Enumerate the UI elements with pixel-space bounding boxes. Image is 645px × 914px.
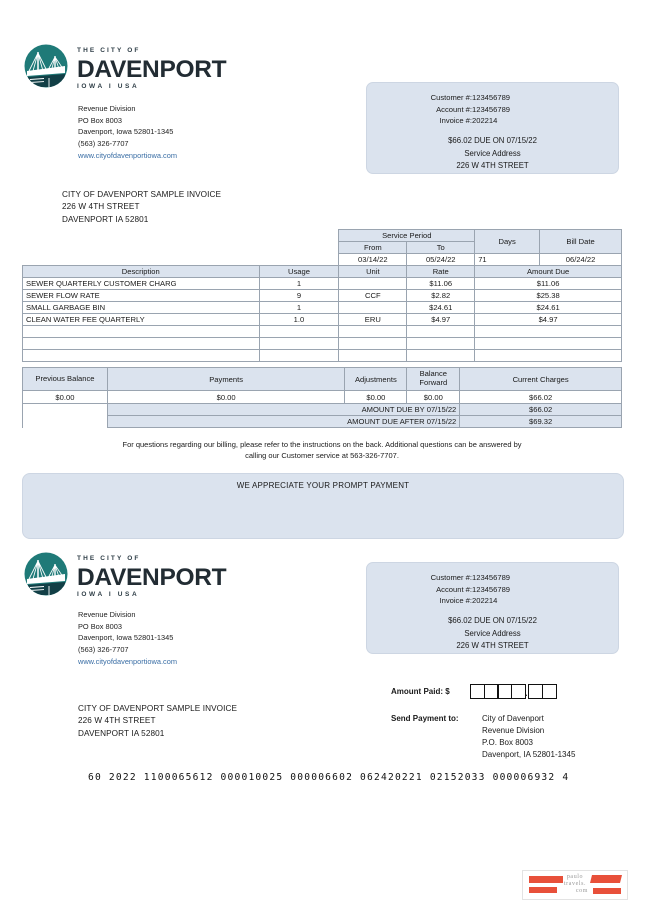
watermark-line-2: travels. xyxy=(563,881,587,887)
brand-kicker: THE CITY OF xyxy=(77,47,141,54)
charge-usage: 1.0 xyxy=(259,314,339,326)
invoice-number-label: Invoice #: xyxy=(439,116,472,126)
service-address-value-top: 226 W 4TH STREET xyxy=(456,161,529,171)
service-address-label-stub: Service Address xyxy=(464,628,521,638)
sender-website-link-stub[interactable]: www.cityofdavenportiowa.com xyxy=(78,656,177,666)
previous-balance-value: $0.00 xyxy=(23,391,108,404)
account-identifiers-top xyxy=(380,92,510,127)
account-number-label: Account #: xyxy=(436,104,472,114)
watermark-line-1: paulo xyxy=(566,874,584,880)
davenport-bridge-icon xyxy=(24,44,68,88)
sender-line-3: Davenport, Iowa 52801-1345 xyxy=(78,127,174,137)
brand-kicker-stub: THE CITY OF xyxy=(77,555,141,562)
charge-amount: $11.06 xyxy=(475,278,622,290)
payments-header: Payments xyxy=(107,368,345,391)
table-row-empty xyxy=(23,338,622,350)
adjustments-value: $0.00 xyxy=(345,391,407,404)
note-line-2: calling our Customer service at 563-326-7707. xyxy=(245,450,399,460)
current-charges-value: $66.02 xyxy=(460,391,622,404)
decimal-point: . xyxy=(524,688,528,698)
amount-digit-box[interactable] xyxy=(542,684,557,699)
amount-due-after-label: AMOUNT DUE AFTER 07/15/22 xyxy=(107,416,459,428)
invoice-number-value: 202214 xyxy=(472,116,498,126)
amount-due-by-value: $66.02 xyxy=(460,404,622,416)
sender-line-2: PO Box 8003 xyxy=(78,115,122,125)
brand-name: DAVENPORT xyxy=(77,55,227,83)
micr-scanline: 60 2022 1100065612 000010025 000006602 062420221 02152033 000006932 4 xyxy=(88,772,570,783)
charge-unit xyxy=(339,278,407,290)
watermark-line-3: com xyxy=(575,888,589,894)
amount-paid-label: Amount Paid: $ xyxy=(391,687,450,696)
account-number-label-stub: Account #: xyxy=(436,584,472,594)
summary-values-row xyxy=(23,391,622,404)
brand-name-stub: DAVENPORT xyxy=(77,563,227,591)
service-period-values-row xyxy=(23,254,622,266)
brand-subtitle-stub: IOWA I USA xyxy=(77,591,140,599)
account-number-value-stub: 123456789 xyxy=(472,584,511,594)
brand-logo-top xyxy=(24,44,226,91)
bill-date-value: 06/24/22 xyxy=(540,254,622,266)
customer-name-top: CITY OF DAVENPORT SAMPLE INVOICE xyxy=(62,190,222,199)
customer-name-stub: CITY OF DAVENPORT SAMPLE INVOICE xyxy=(78,704,238,713)
balance-forward-value: $0.00 xyxy=(407,391,460,404)
charge-unit xyxy=(339,302,407,314)
charge-usage: 1 xyxy=(259,278,339,290)
davenport-bridge-icon-stub xyxy=(24,552,68,596)
send-payment-label: Send Payment to: xyxy=(391,714,459,723)
sender-line-1-stub: Revenue Division xyxy=(78,610,136,619)
from-header: From xyxy=(339,242,407,254)
invoice-number-value-stub: 202214 xyxy=(472,596,498,606)
table-row-empty xyxy=(23,350,622,362)
current-charges-header: Current Charges xyxy=(460,368,622,391)
customer-number-value: 123456789 xyxy=(472,93,511,102)
charge-amount: $24.61 xyxy=(475,302,622,314)
service-period-header: Service Period xyxy=(339,230,475,242)
amount-due-header: Amount Due xyxy=(475,266,622,278)
due-amount-line-top: $66.02 DUE ON 07/15/22 xyxy=(448,136,537,145)
service-from-value: 03/14/22 xyxy=(339,254,407,266)
service-address-value-stub: 226 W 4TH STREET xyxy=(456,641,529,651)
service-days-value: 71 xyxy=(475,254,540,266)
customer-citystate-top: DAVENPORT IA 52801 xyxy=(62,214,149,224)
amount-paid-input[interactable] xyxy=(470,684,555,699)
account-summary-box-top xyxy=(366,82,619,174)
service-address-label-top: Service Address xyxy=(464,148,521,158)
previous-balance-header: Previous Balance xyxy=(23,368,108,391)
account-summary-box-stub xyxy=(366,562,619,654)
charge-rate: $11.06 xyxy=(407,278,475,290)
sender-address-stub xyxy=(78,609,177,667)
sender-line-1: Revenue Division xyxy=(78,104,136,113)
unit-header: Unit xyxy=(339,266,407,278)
due-summary-stub xyxy=(367,615,618,653)
table-row xyxy=(23,278,622,290)
customer-number-label-stub: Customer #: xyxy=(430,573,472,582)
account-identifiers-stub xyxy=(380,572,510,607)
charge-rate: $24.61 xyxy=(407,302,475,314)
charge-unit: ERU xyxy=(339,314,407,326)
charge-usage: 1 xyxy=(259,302,339,314)
due-after-row xyxy=(23,416,622,428)
remittance-address xyxy=(482,713,575,761)
due-by-row xyxy=(23,404,622,416)
charge-amount: $25.38 xyxy=(475,290,622,302)
sender-line-2-stub: PO Box 8003 xyxy=(78,621,122,631)
remit-line-1: City of Davenport xyxy=(482,714,544,723)
note-line-1: For questions regarding our billing, please refer to the instructions on the back. Additional questions can be answered by xyxy=(122,440,522,449)
bill-date-header: Bill Date xyxy=(540,230,622,254)
brand-logo-stub xyxy=(24,552,226,599)
charge-description: SEWER QUARTERLY CUSTOMER CHARG xyxy=(23,278,260,290)
paulo-travels-watermark xyxy=(522,870,628,900)
sender-website-link[interactable]: www.cityofdavenportiowa.com xyxy=(78,150,177,160)
customer-number-value-stub: 123456789 xyxy=(472,573,511,582)
to-header: To xyxy=(407,242,475,254)
customer-street-stub: 226 W 4TH STREET xyxy=(78,716,156,726)
table-row xyxy=(23,290,622,302)
account-number-value: 123456789 xyxy=(472,104,511,114)
remit-line-4: Davenport, IA 52801-1345 xyxy=(482,750,576,759)
appreciation-box xyxy=(22,473,624,539)
charge-description: SMALL GARBAGE BIN xyxy=(23,302,260,314)
balance-forward-header: Balance Forward xyxy=(407,368,460,391)
amount-due-by-label: AMOUNT DUE BY 07/15/22 xyxy=(107,404,459,416)
payments-value: $0.00 xyxy=(107,391,345,404)
usage-header: Usage xyxy=(259,266,339,278)
sender-phone: (563) 326-7707 xyxy=(78,139,129,149)
invoice-number-label-stub: Invoice #: xyxy=(439,596,472,606)
sender-phone-stub: (563) 326-7707 xyxy=(78,645,129,655)
charges-header-row xyxy=(23,266,622,278)
customer-citystate-stub: DAVENPORT IA 52801 xyxy=(78,728,165,738)
adjustments-header: Adjustments xyxy=(345,368,407,391)
charge-description: SEWER FLOW RATE xyxy=(23,290,260,302)
charge-unit: CCF xyxy=(339,290,407,302)
summary-header-row xyxy=(23,368,622,391)
customer-number-label: Customer #: xyxy=(430,93,472,102)
service-to-value: 05/24/22 xyxy=(407,254,475,266)
due-amount-line-stub: $66.02 DUE ON 07/15/22 xyxy=(448,616,537,625)
table-row-empty xyxy=(23,326,622,338)
service-period-group-row xyxy=(23,230,622,242)
customer-street-top: 226 W 4TH STREET xyxy=(62,202,140,212)
due-summary-top xyxy=(367,135,618,173)
appreciation-message: WE APPRECIATE YOUR PROMPT PAYMENT xyxy=(236,481,410,490)
charge-rate: $2.82 xyxy=(407,290,475,302)
charge-usage: 9 xyxy=(259,290,339,302)
charge-rows-body xyxy=(23,278,622,362)
billing-questions-note xyxy=(22,440,622,462)
table-row xyxy=(23,314,622,326)
rate-header: Rate xyxy=(407,266,475,278)
charge-description: CLEAN WATER FEE QUARTERLY xyxy=(23,314,260,326)
charge-amount: $4.97 xyxy=(475,314,622,326)
table-row xyxy=(23,302,622,314)
customer-address-top xyxy=(62,189,221,226)
charges-table xyxy=(22,229,622,362)
remit-line-2: Revenue Division xyxy=(482,726,545,735)
customer-address-stub xyxy=(78,703,237,740)
days-header: Days xyxy=(475,230,540,254)
sender-address-top xyxy=(78,103,177,161)
charge-rate: $4.97 xyxy=(407,314,475,326)
summary-table xyxy=(22,367,622,428)
sender-line-3-stub: Davenport, Iowa 52801-1345 xyxy=(78,633,174,643)
remit-line-3: P.O. Box 8003 xyxy=(482,738,533,747)
brand-subtitle: IOWA I USA xyxy=(77,83,140,91)
description-header: Description xyxy=(23,266,260,278)
amount-due-after-value: $69.32 xyxy=(460,416,622,428)
